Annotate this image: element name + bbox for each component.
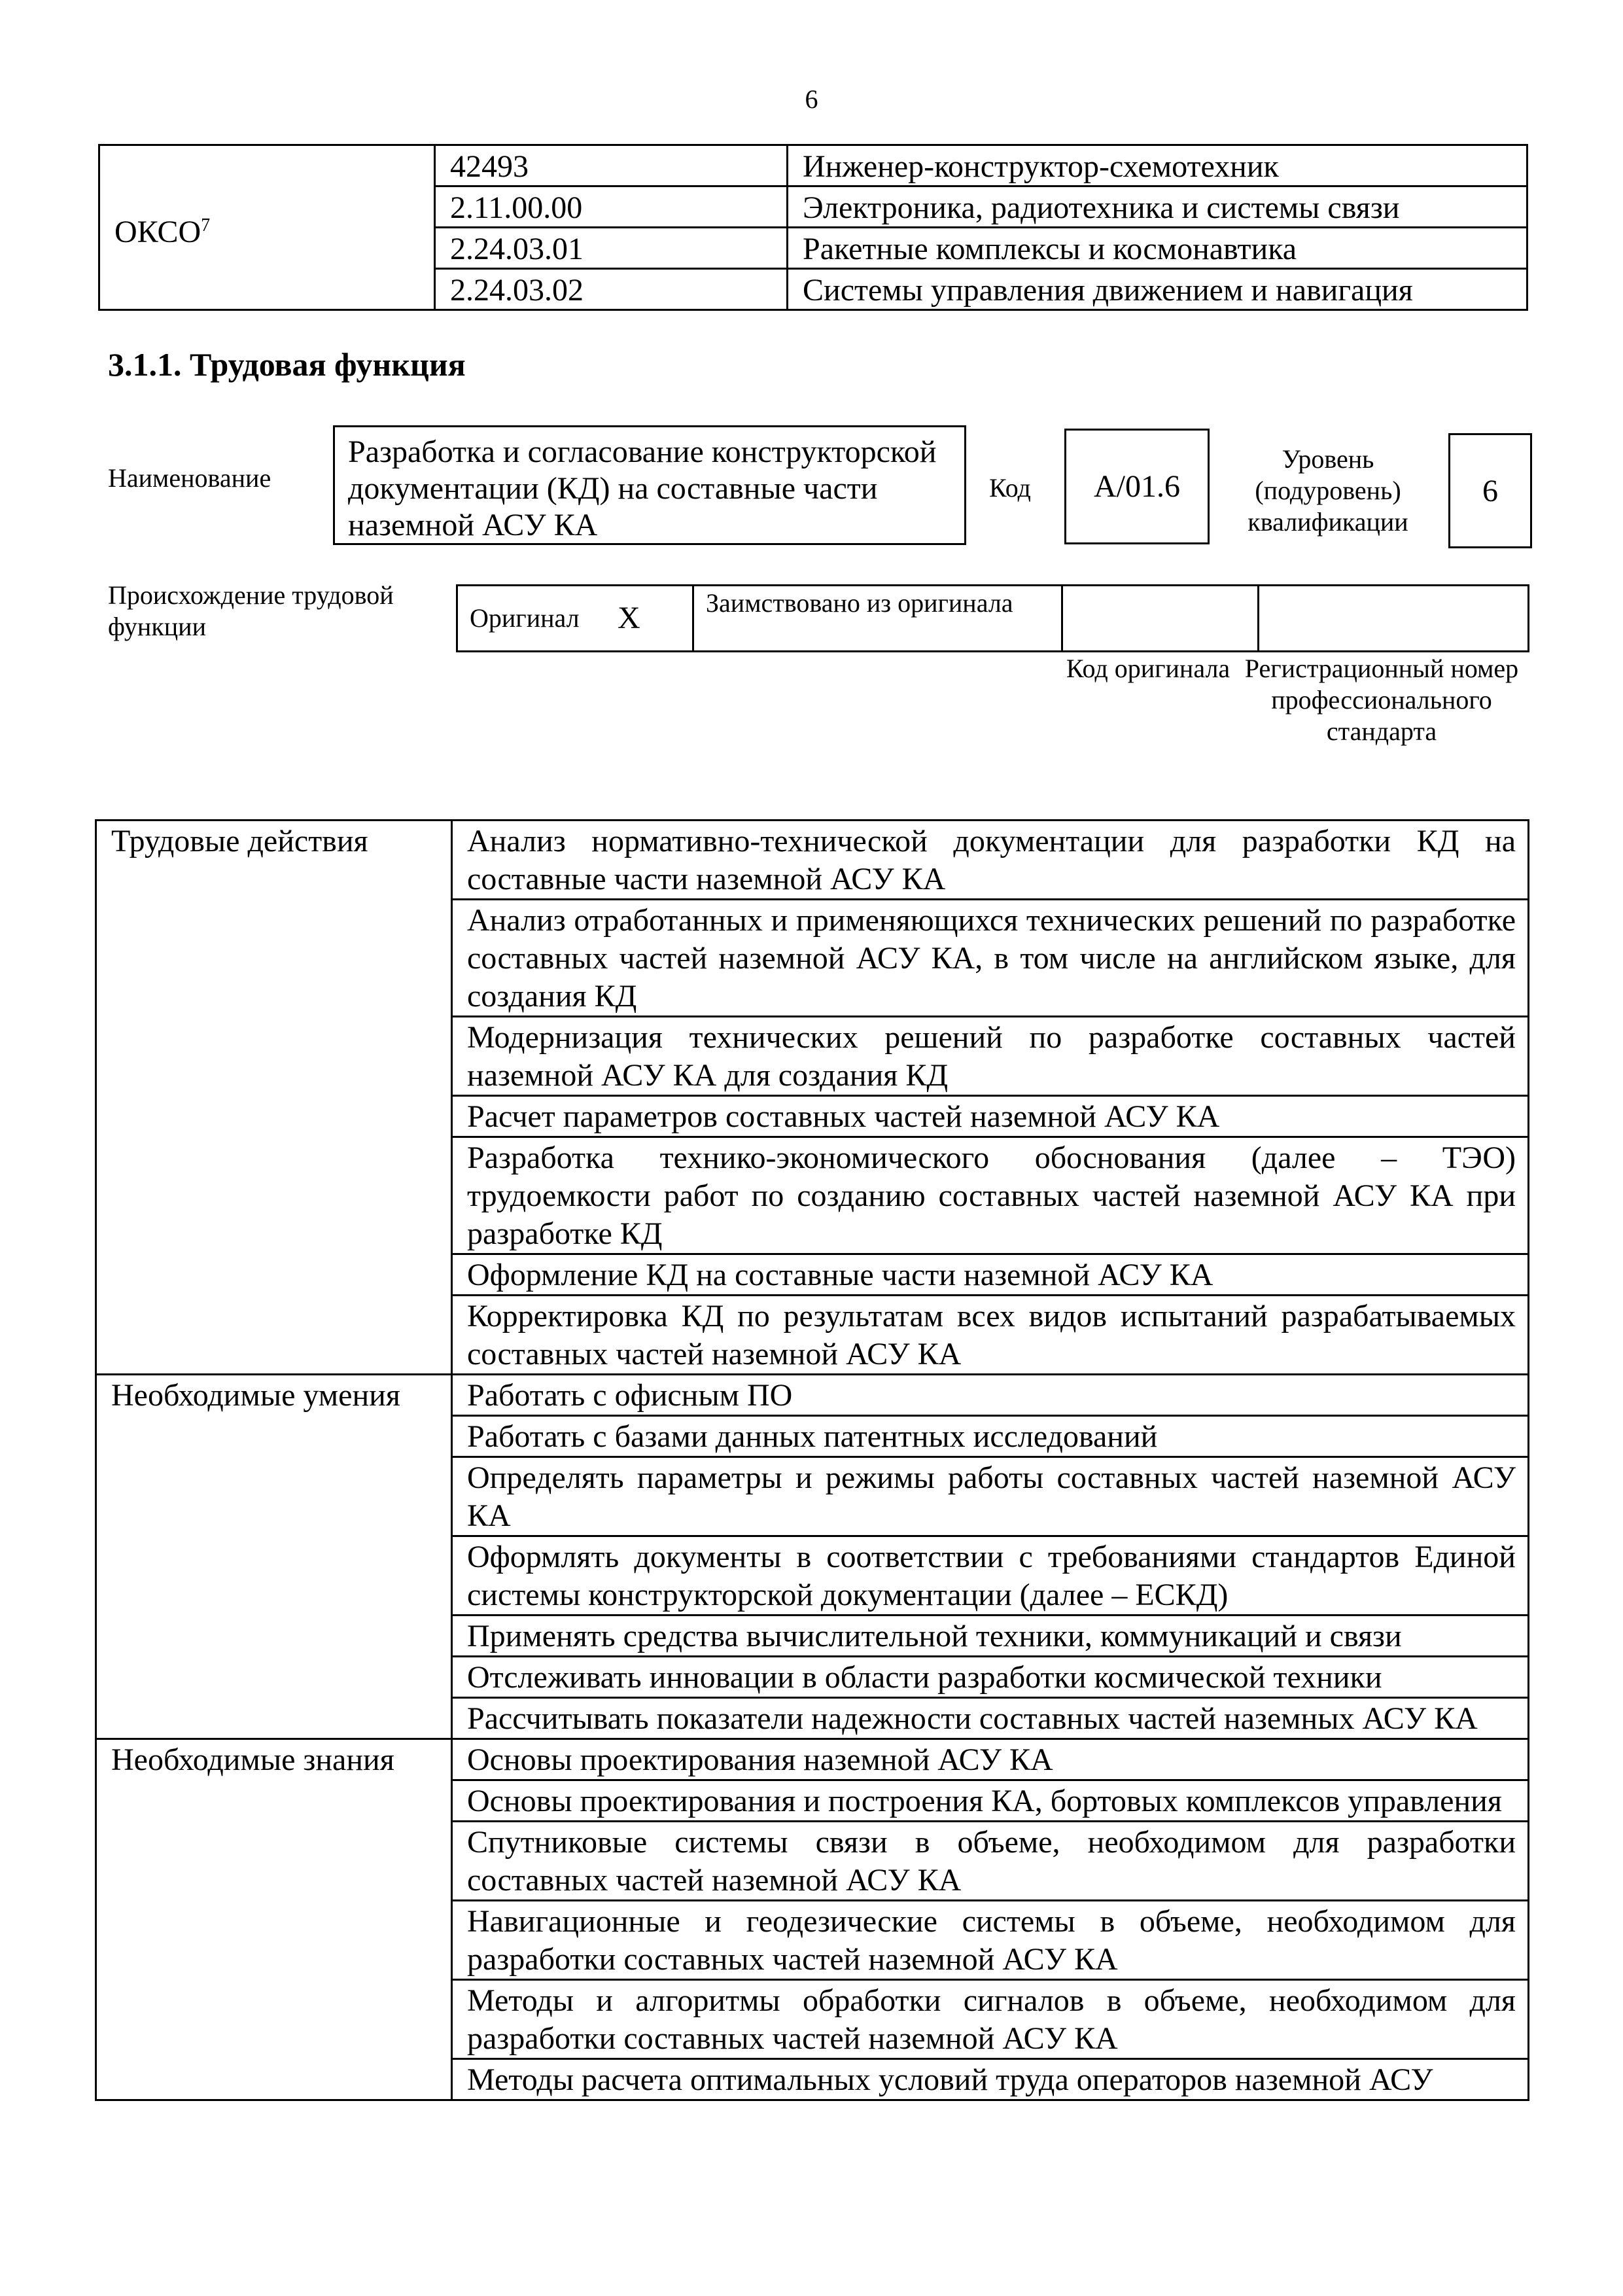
- table-row: [96, 821, 1529, 900]
- page-number: 6: [805, 84, 818, 114]
- list-item: Оформление КД на составные части наземной АСУ КА: [452, 1254, 1529, 1296]
- list-item: Рассчитывать показатели надежности составных частей наземных АСУ КА: [452, 1698, 1529, 1739]
- okso-title: Ракетные комплексы и космонавтика: [788, 228, 1527, 269]
- origin-label: Происхождение трудовой функции: [108, 580, 394, 641]
- list-item: Разработка технико-экономического обоснования (далее – ТЭО) трудоемкости работ по созданию составных частей наземной АСУ КА при разработке КД: [452, 1137, 1529, 1254]
- list-item: Отслеживать инновации в области разработки космической техники: [452, 1657, 1529, 1698]
- okso-code: 42493: [435, 145, 788, 186]
- list-item: Методы расчета оптимальных условий труда операторов наземной АСУ: [452, 2059, 1529, 2100]
- list-item: Определять параметры и режимы работы составных частей наземной АСУ КА: [452, 1457, 1529, 1536]
- code-label: Код: [989, 473, 1031, 503]
- section-label-knowledge: Необходимые знания: [96, 1739, 452, 2100]
- level-label: Уровень (подуровень) квалификации: [1248, 444, 1408, 537]
- borrowed-label: Заимствовано из оригинала: [693, 586, 1062, 652]
- okso-code: 2.24.03.02: [435, 269, 788, 310]
- original-code-caption: Код оригинала: [1066, 654, 1230, 683]
- list-item: Расчет параметров составных частей наземной АСУ КА: [452, 1096, 1529, 1137]
- okso-title: Системы управления движением и навигация: [788, 269, 1527, 310]
- list-item: Работать с офисным ПО: [452, 1375, 1529, 1416]
- list-item: Модернизация технических решений по разработке составных частей наземной АСУ КА для создания КД: [452, 1017, 1529, 1096]
- table-row: [96, 1375, 1529, 1416]
- original-mark: X: [606, 586, 693, 652]
- list-item: Спутниковые системы связи в объеме, необходимом для разработки составных частей наземной АСУ КА: [452, 1822, 1529, 1901]
- original-label: Оригинал: [457, 586, 606, 652]
- list-item: Навигационные и геодезические системы в объеме, необходимом для разработки составных частей наземной АСУ КА: [452, 1901, 1529, 1980]
- origin-table: [456, 584, 1529, 652]
- original-code-cell: [1062, 586, 1259, 652]
- function-details-table: [95, 819, 1529, 2101]
- list-item: Работать с базами данных патентных исследований: [452, 1416, 1529, 1457]
- list-item: Методы и алгоритмы обработки сигналов в объеме, необходимом для разработки составных частей наземной АСУ КА: [452, 1980, 1529, 2059]
- function-code-box: A/01.6: [1064, 429, 1210, 544]
- list-item: Анализ отработанных и применяющихся технических решений по разработке составных частей наземной АСУ КА, в том числе на английском языке, для создания КД: [452, 900, 1529, 1017]
- okso-label: ОКСО: [114, 214, 201, 249]
- list-item: Корректировка КД по результатам всех видов испытаний разрабатываемых составных частей наземной АСУ КА: [452, 1296, 1529, 1375]
- list-item: Основы проектирования наземной АСУ КА: [452, 1739, 1529, 1780]
- name-label: Наименование: [108, 463, 271, 493]
- section-label-skills: Необходимые умения: [96, 1375, 452, 1739]
- list-item: Основы проектирования и построения КА, бортовых комплексов управления: [452, 1780, 1529, 1822]
- okso-code: 2.11.00.00: [435, 186, 788, 228]
- list-item: Оформлять документы в соответствии с требованиями стандартов Единой системы конструкторской документации (далее – ЕСКД): [452, 1536, 1529, 1616]
- registration-number-cell: [1259, 586, 1529, 652]
- okso-code: 2.24.03.01: [435, 228, 788, 269]
- list-item: Применять средства вычислительной техники, коммуникаций и связи: [452, 1616, 1529, 1657]
- okso-title: Электроника, радиотехника и системы связи: [788, 186, 1527, 228]
- okso-footnote: 7: [201, 215, 211, 236]
- okso-row: [99, 145, 1527, 186]
- okso-label-cell: [99, 145, 435, 310]
- level-box: 6: [1448, 433, 1532, 548]
- list-item: Анализ нормативно-технической документации для разработки КД на составные части наземной АСУ КА: [452, 821, 1529, 900]
- okso-table: [98, 144, 1528, 311]
- registration-number-caption: Регистрационный номер профессионального стандарта: [1244, 654, 1519, 746]
- okso-title: Инженер-конструктор-схемотехник: [788, 145, 1527, 186]
- table-row: [96, 1739, 1529, 1780]
- section-heading: 3.1.1. Трудовая функция: [108, 346, 466, 383]
- function-name-box: Разработка и согласование конструкторской документации (КД) на составные части наземной АСУ КА: [333, 425, 966, 545]
- section-label-actions: Трудовые действия: [96, 821, 452, 1375]
